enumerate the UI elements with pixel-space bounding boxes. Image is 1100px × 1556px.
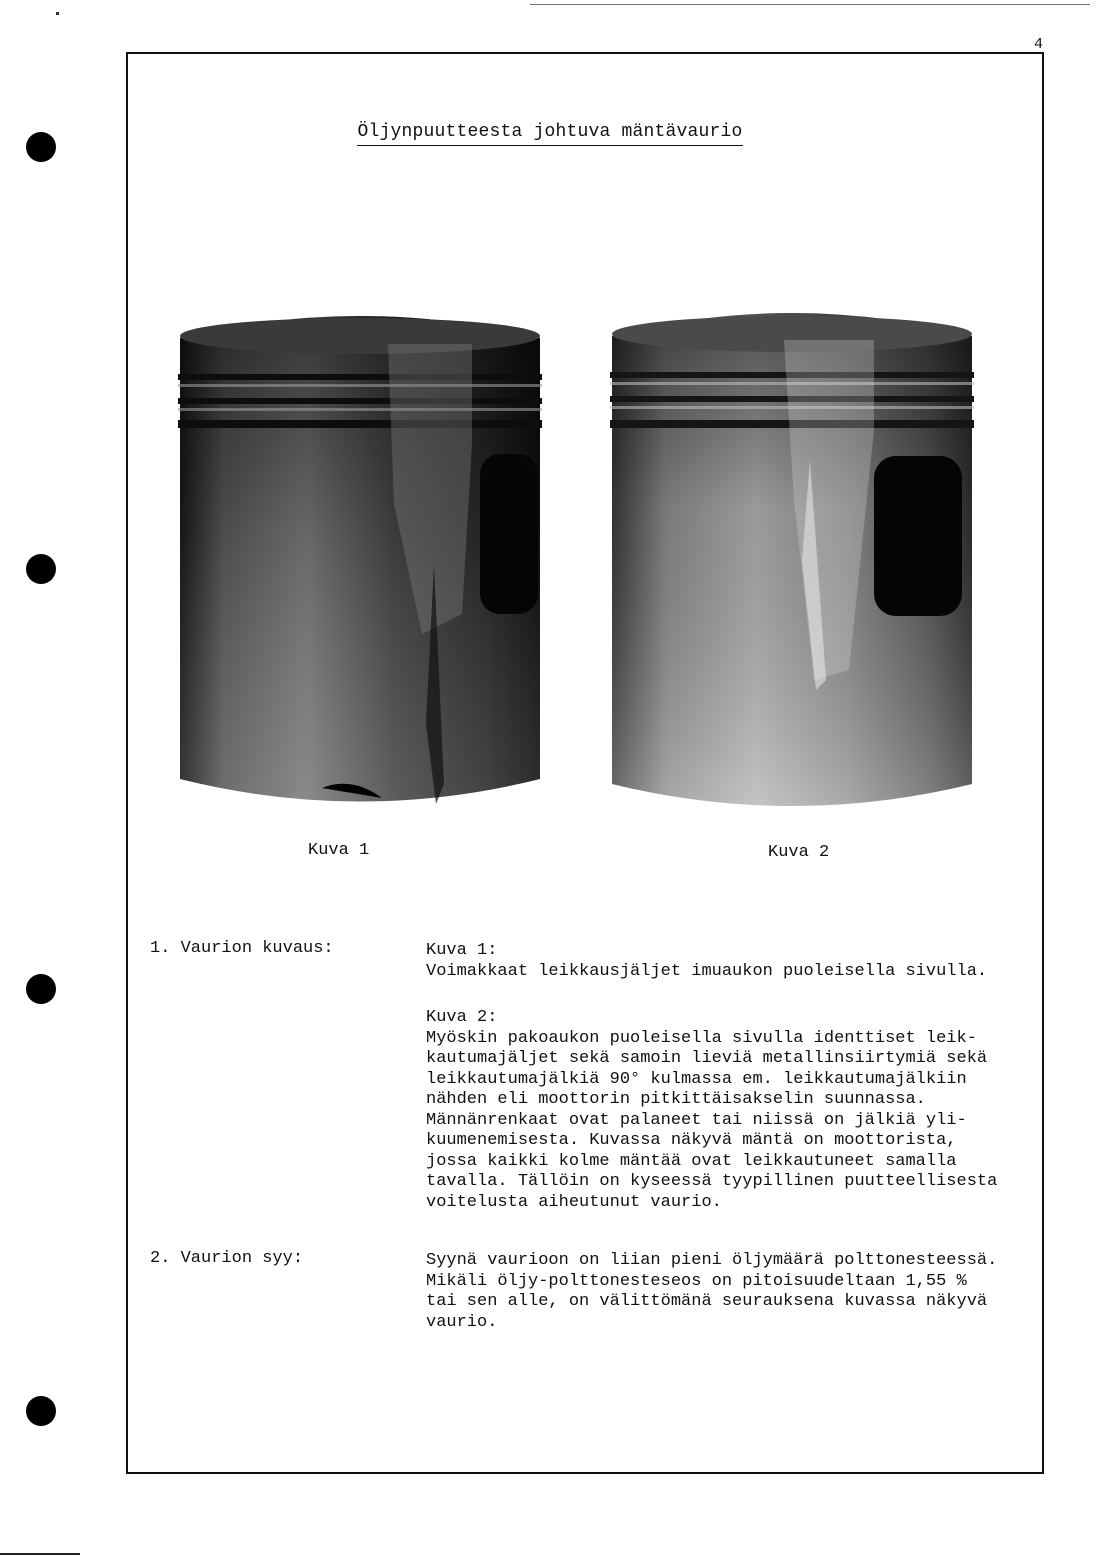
piston-photo-2 <box>604 300 980 816</box>
text-line: vaurio. <box>426 1312 498 1332</box>
kuva1-heading: Kuva 1: <box>426 941 498 960</box>
figure-caption-1: Kuva 1 <box>308 841 370 860</box>
kuva2-description <box>426 1008 1046 1213</box>
kuva2-heading: Kuva 2: <box>426 1008 498 1027</box>
text-line: Syynä vaurioon on liian pieni öljymäärä polttonesteessä. <box>426 1251 998 1270</box>
text-line: leikkautumajälkiä 90° kulmassa em. leikkautumajälkiin <box>426 1069 967 1089</box>
cause-description <box>426 1251 1046 1333</box>
binder-hole <box>26 554 56 584</box>
text-line: jossa kaikki kolme mäntää ovat leikkautuneet samalla <box>426 1151 957 1171</box>
page-number: 4 <box>1034 36 1044 53</box>
text-line: voitelusta aiheutunut vaurio. <box>426 1192 722 1212</box>
binder-hole <box>26 974 56 1004</box>
text-line: tavalla. Tällöin on kyseessä tyypillinen puutteellisesta <box>426 1172 998 1191</box>
section-label-damage-cause: 2. Vaurion syy: <box>150 1249 304 1268</box>
text-line: kautumajäljet sekä samoin lieviä metallinsiirtymiä sekä <box>426 1049 988 1068</box>
text-line: kuumenemisesta. Kuvassa näkyvä mäntä on moottorista, <box>426 1131 957 1150</box>
piston-photo-1 <box>172 304 548 810</box>
scan-speck <box>56 12 59 15</box>
section-label-damage-description: 1. Vaurion kuvaus: <box>150 939 334 958</box>
text-line: Voimakkaat leikkausjäljet imuaukon puoleisella sivulla. <box>426 961 988 981</box>
scan-edge-line <box>0 1553 80 1555</box>
figure-caption-2: Kuva 2 <box>768 843 830 862</box>
text-line: Myöskin pakoaukon puoleisella sivulla identtiset leik- <box>426 1028 977 1048</box>
text-line: tai sen alle, on välittömänä seurauksena kuvassa näkyvä <box>426 1292 988 1311</box>
kuva1-description <box>426 941 1046 982</box>
text-line: Männänrenkaat ovat palaneet tai niissä on jälkiä yli- <box>426 1110 967 1130</box>
scan-edge-line <box>530 4 1090 5</box>
page-title <box>0 122 1100 142</box>
binder-hole <box>26 1396 56 1426</box>
text-line: Mikäli öljy-polttonesteseos on pitoisuudeltaan 1,55 % <box>426 1271 967 1291</box>
text-line: nähden eli moottorin pitkittäisakselin suunnassa. <box>426 1090 926 1109</box>
page-title-text: Öljynpuutteesta johtuva mäntävaurio <box>357 122 742 146</box>
